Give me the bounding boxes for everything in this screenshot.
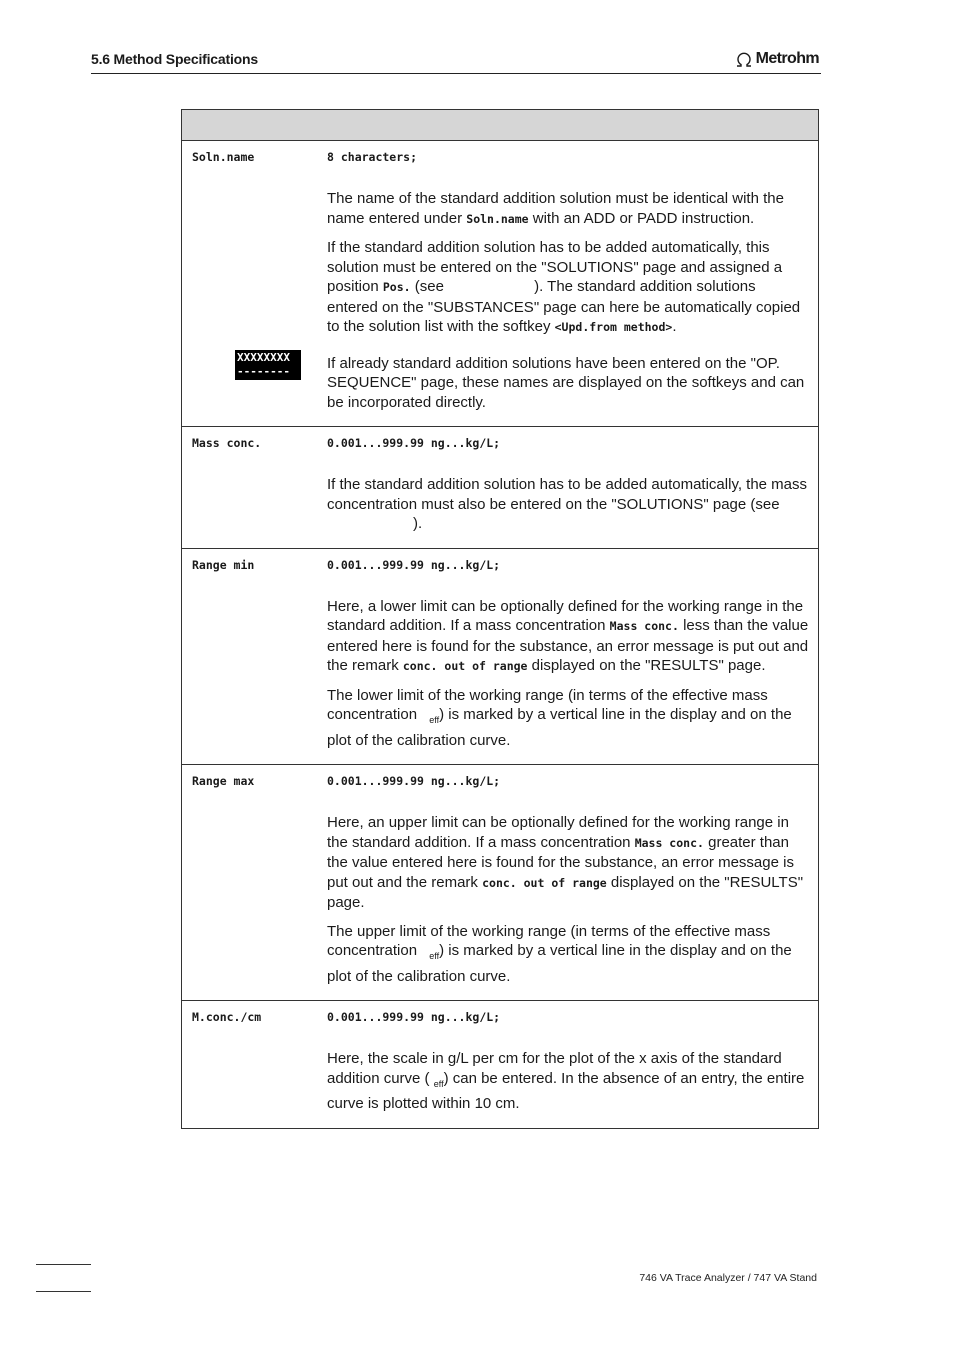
description: [182, 141, 818, 426]
brand-logo: [734, 49, 819, 69]
text: If the standard addition solution has to be added automatically, the mass concentration must also be entered on the "SOLUTIONS" page (see: [327, 476, 808, 513]
omega-icon: [734, 49, 754, 69]
description: [182, 765, 818, 1000]
text: The lower limit of the working range (in terms of the effective mass concentration: [327, 686, 768, 723]
spec-row-range-max: [182, 765, 818, 1001]
page-header: [91, 49, 821, 74]
description-paragraph: [327, 686, 810, 751]
spec-row-soln-name: [182, 141, 818, 427]
softkey-term: <Upd.from method>: [554, 320, 673, 334]
description-paragraph: [327, 189, 810, 229]
param-range: 0.001...999.99 ng...kg/L;: [327, 436, 501, 450]
text: Here, an upper limit can be optionally defined for the working range in the standard addition. If a mass concentration: [327, 814, 789, 851]
param-range: 0.001...999.99 ng...kg/L;: [327, 774, 501, 788]
spec-row-m-conc-cm: [182, 1001, 818, 1128]
spec-table: [181, 109, 819, 1129]
footer-rule-top: [36, 1264, 91, 1265]
spec-row-mass-conc: [182, 427, 818, 549]
code-term: Mass conc.: [609, 619, 679, 633]
softkey-dashes: --------: [237, 365, 290, 378]
text: ) is marked by a vertical line in the display and on the plot of the calibration curve.: [327, 706, 792, 749]
text: The upper limit of the working range (in terms of the effective mass concentration: [327, 922, 771, 959]
code-term: conc. out of range: [402, 659, 528, 673]
text: displayed on the "RESULTS" page.: [327, 873, 804, 911]
text: .: [672, 318, 677, 335]
text: ).: [413, 515, 423, 532]
text: If already standard addition solutions have been entered on the "OP. SEQUENCE" page, these names are displayed on the softkeys and can be incorporated directly.: [327, 354, 805, 411]
code-term: Mass conc.: [634, 835, 704, 850]
text: displayed on the "RESULTS" page.: [527, 657, 766, 674]
description: [182, 549, 818, 765]
spec-row-range-min: [182, 549, 818, 766]
description-paragraph: [327, 475, 810, 534]
text: ). The standard addition solutions entered on the "SUBSTANCES" page can here be automatically copied to the solution list with the softkey: [327, 278, 801, 335]
text: with an ADD or PADD instruction.: [528, 209, 755, 227]
param-name: Soln.name: [192, 150, 255, 164]
text: If the standard addition solution has to be added automatically, this solution must be entered on the "SOLUTIONS" page and assigned a position: [327, 239, 783, 295]
footer-text: 746 VA Trace Analyzer / 747 VA Stand: [639, 1272, 817, 1284]
description-paragraph: [327, 813, 810, 913]
text: greater than the value entered here is found for the substance, an error message is put out and the remark: [327, 833, 794, 891]
text: Here, a lower limit can be optionally defined for the working range in the standard addition. If a mass concentration: [327, 597, 804, 634]
param-range: 8 characters;: [327, 150, 418, 164]
code-term: Pos.: [382, 280, 411, 294]
footer-rule-bottom: [36, 1291, 91, 1292]
text: Here, the scale in g/L per cm for the plot of the x axis of the standard addition curve (: [327, 1050, 782, 1087]
table-header-bar: [182, 110, 818, 141]
param-name: M.conc./cm: [192, 1010, 262, 1024]
code-term: Soln.name: [466, 211, 529, 226]
subscript: eff: [429, 715, 440, 725]
code-term: conc. out of range: [482, 875, 607, 890]
subscript: eff: [429, 951, 440, 961]
description-paragraph: [327, 597, 810, 677]
text: ) can be entered. In the absence of an entry, the entire curve is plotted within 10 cm.: [327, 1069, 805, 1112]
description-paragraph: [327, 354, 810, 413]
description-paragraph: [327, 922, 810, 987]
description-paragraph: [327, 1049, 810, 1114]
softkey-display: [235, 350, 301, 380]
section-title: 5.6 Method Specifications: [91, 51, 258, 67]
param-name: Range min: [192, 557, 255, 572]
text: (see: [410, 278, 449, 295]
param-range: 0.001...999.99 ng...kg/L;: [327, 1010, 501, 1024]
text: less than the value entered here is found for the substance, an error message is put out and the remark: [327, 617, 809, 674]
param-range: 0.001...999.99 ng...kg/L;: [327, 557, 501, 572]
param-name: Mass conc.: [192, 436, 262, 450]
softkey-label: XXXXXXXX: [237, 351, 290, 364]
text: The name of the standard addition solution must be identical with the name entered under: [327, 190, 784, 227]
text: ) is marked by a vertical line in the display and on the plot of the calibration curve.: [327, 942, 792, 985]
brand-name: Metrohm: [755, 50, 819, 67]
description-paragraph: [327, 238, 810, 338]
subscript: eff: [433, 1078, 444, 1089]
param-name: Range max: [192, 774, 255, 788]
